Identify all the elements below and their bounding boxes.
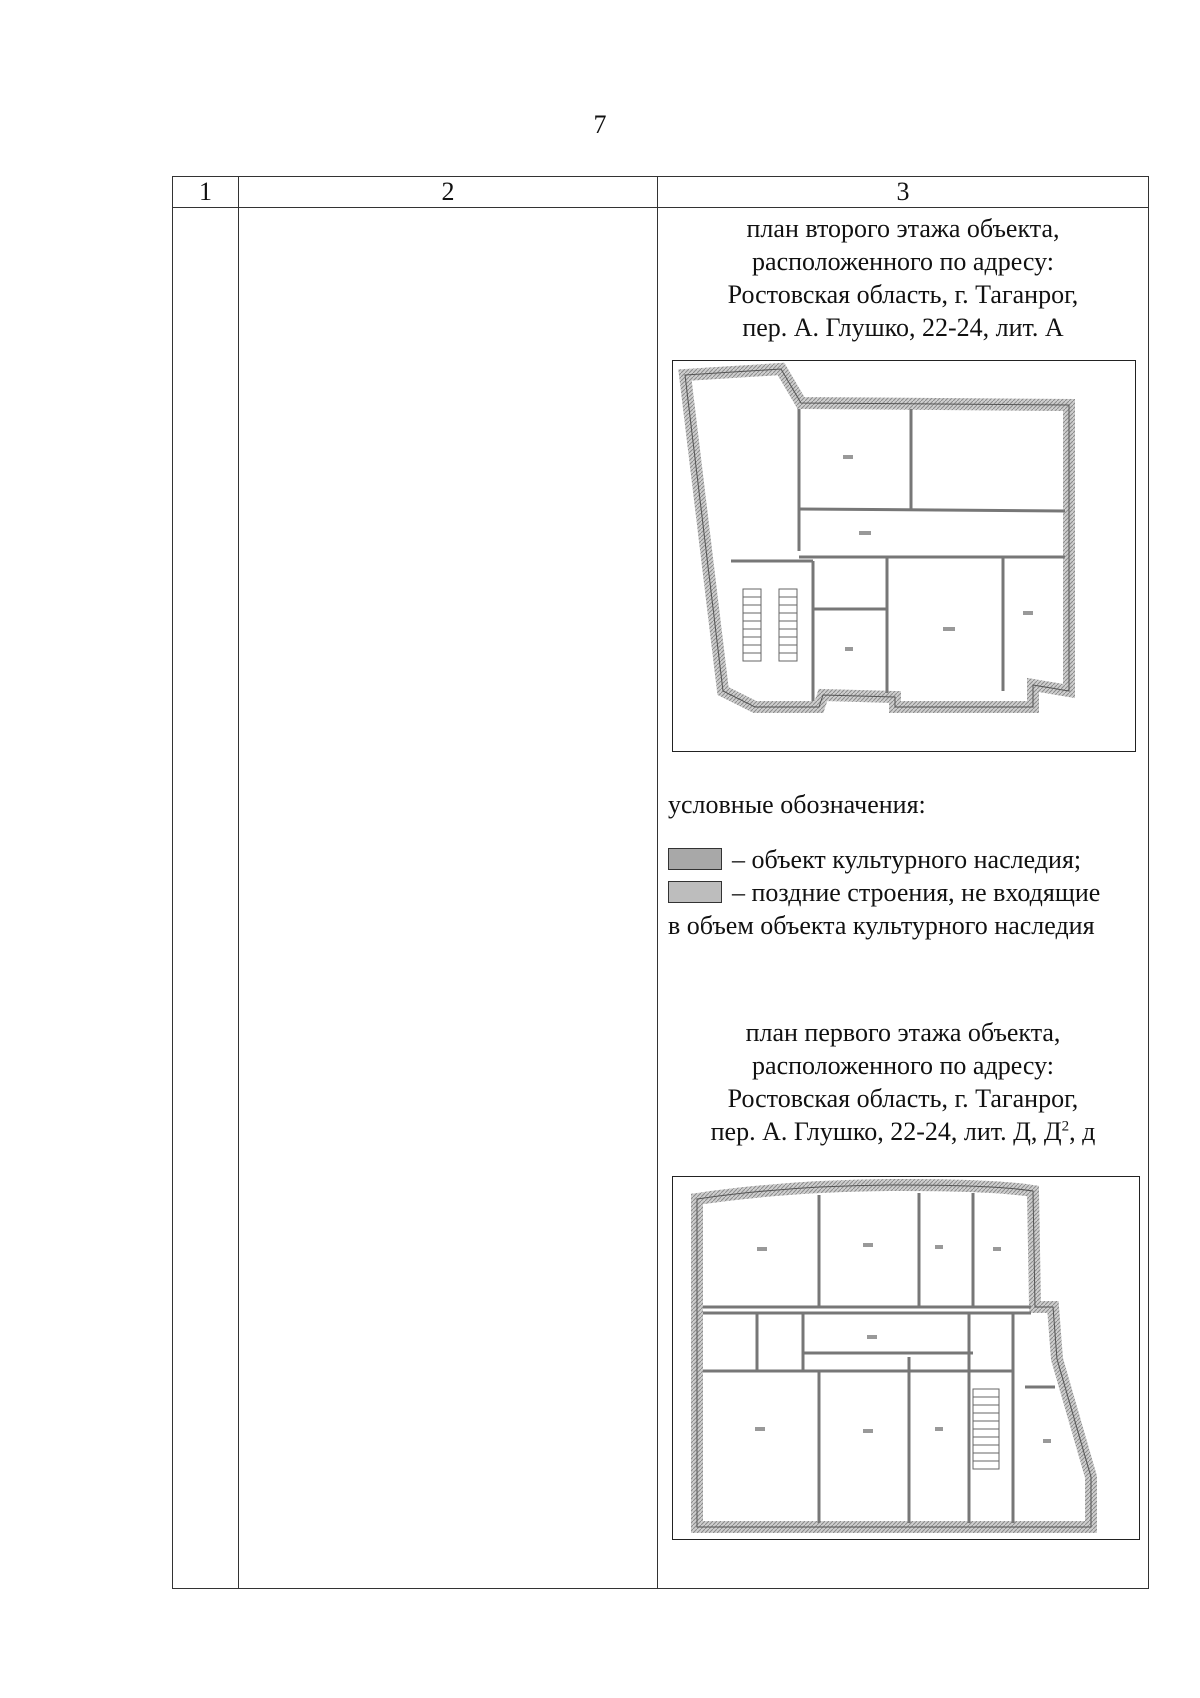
column-header-2: 2 [239,177,658,208]
column-header-3: 3 [658,177,1149,208]
document-table [172,176,1149,1589]
legend-item-label: – объект культурного наследия; [732,845,1082,874]
caption-line: Ростовская область, г. Таганрог, [727,1084,1079,1113]
second-floor-plan-drawing [673,361,1135,751]
caption-line: Ростовская область, г. Таганрог, [727,280,1079,309]
legend-item-later-buildings [668,876,1148,909]
legend-item-heritage [668,843,1148,876]
caption-second-floor [658,212,1148,344]
caption-text: , д [1069,1117,1096,1146]
table-header-row [173,177,1149,208]
caption-superscript: 2 [1061,1118,1070,1135]
caption-text: пер. А. Глушко, 22-24, лит. Д, Д [710,1117,1062,1146]
caption-line [658,1115,1148,1148]
first-floor-plan-drawing [673,1177,1139,1539]
page-number: 7 [593,110,607,139]
legend-swatch-later-buildings [668,881,722,903]
first-floor-plan-image [672,1176,1140,1540]
cell-column-3 [658,208,1149,1589]
table-row [173,208,1149,1589]
caption-line: расположенного по адресу: [752,247,1054,276]
column-header-1: 1 [173,177,239,208]
legend [658,788,1148,942]
caption-line: пер. А. Глушко, 22-24, лит. А [742,313,1064,342]
legend-item-label: – поздние строения, не входящие [732,878,1101,907]
caption-line: расположенного по адресу: [752,1051,1054,1080]
caption-line: план первого этажа объекта, [745,1018,1061,1047]
caption-line: план второго этажа объекта, [746,214,1060,243]
cell-column-1 [173,208,239,1589]
legend-title: условные обозначения: [668,790,926,819]
second-floor-plan-image [672,360,1136,752]
cell-column-2 [239,208,658,1589]
legend-swatch-heritage [668,848,722,870]
legend-item-label-continued: в объем объекта культурного наследия [668,911,1095,940]
caption-first-floor [658,1016,1148,1148]
